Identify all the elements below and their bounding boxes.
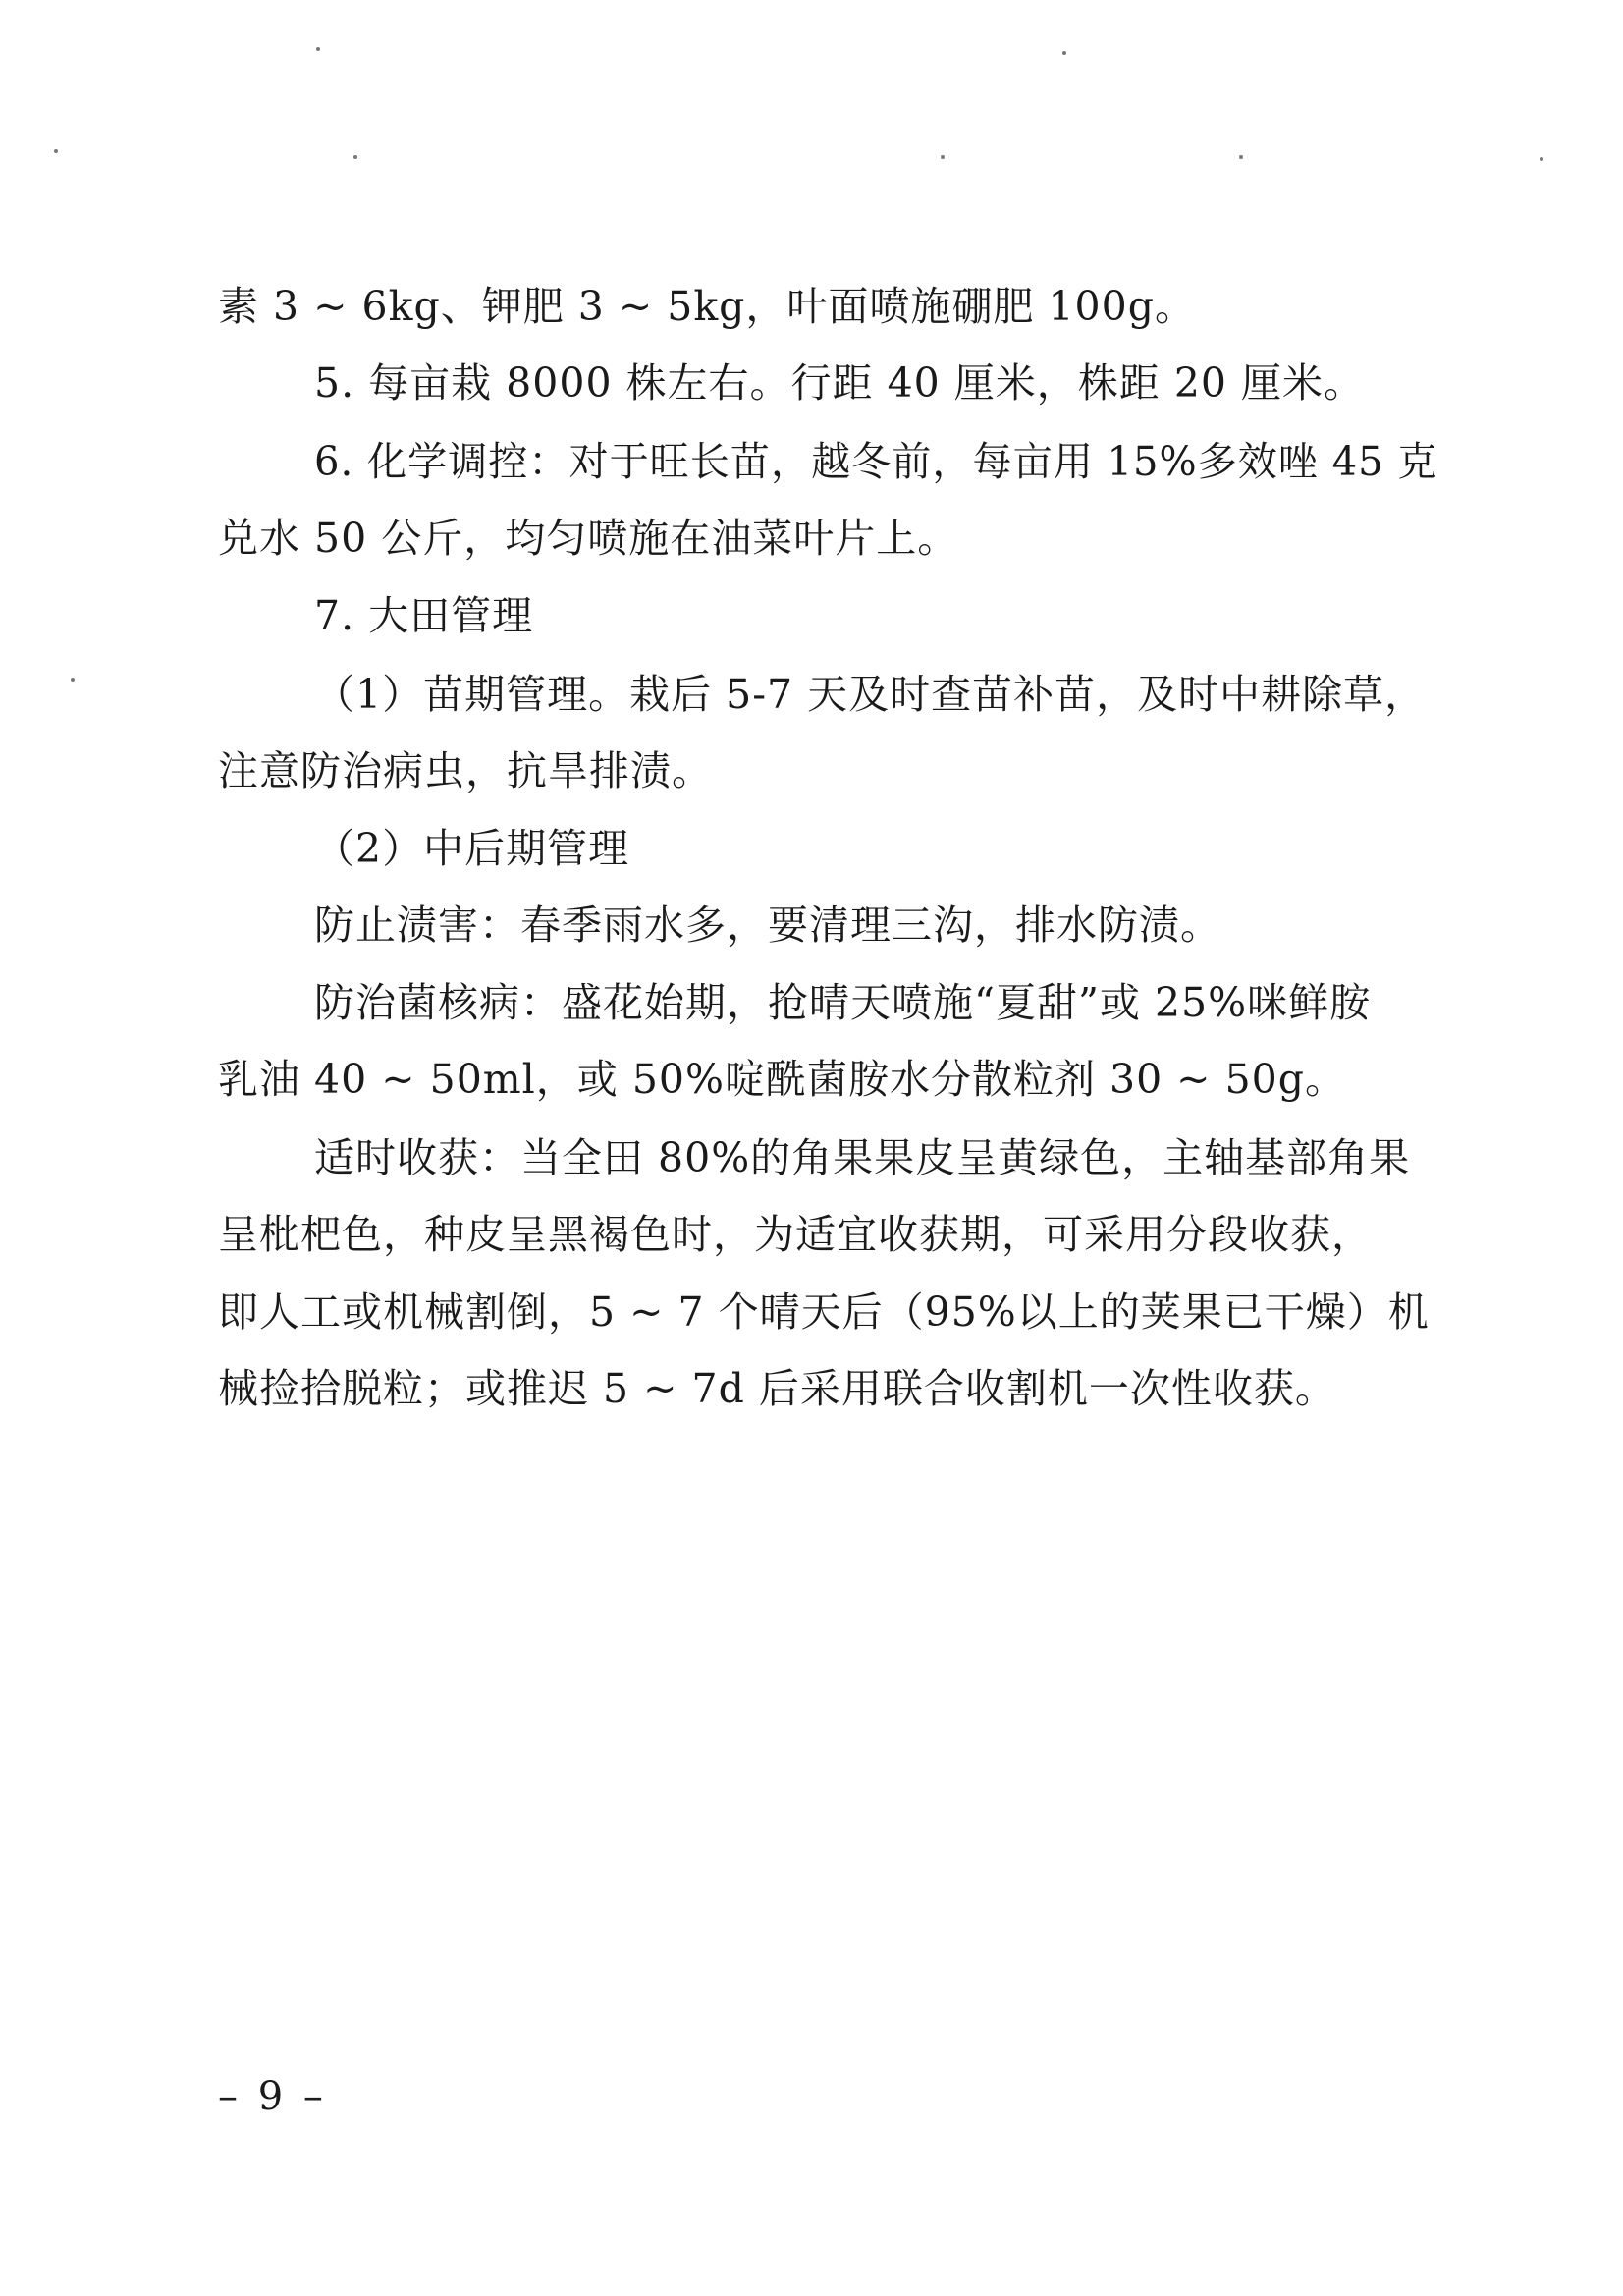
text-line-7: 注意防治病虫，抗旱排渍。: [218, 747, 713, 794]
text-line-9: 防止渍害：春季雨水多，要清理三沟，排水防渍。: [314, 902, 1221, 949]
text-line-2: 5. 每亩栽 8000 株左右。行距 40 厘米，株距 20 厘米。: [314, 359, 1366, 407]
scan-speck: [1540, 157, 1543, 161]
page-number: – 9 –: [218, 2074, 327, 2119]
text-line-14: 即人工或机械割倒，5 ~ 7 个晴天后（95%以上的荚果已干燥）机: [218, 1288, 1430, 1336]
text-line-10: 防治菌核病：盛花始期，抢晴天喷施“夏甜”或 25%咪鲜胺: [314, 979, 1372, 1026]
scan-speck: [54, 149, 58, 153]
scan-speck: [941, 155, 945, 159]
text-line-8: （2）中后期管理: [314, 825, 630, 872]
scan-speck: [1062, 51, 1066, 55]
scan-speck: [1239, 155, 1243, 159]
text-line-11: 乳油 40 ~ 50ml，或 50%啶酰菌胺水分散粒剂 30 ~ 50g。: [218, 1056, 1346, 1103]
text-line-3: 6. 化学调控：对于旺长苗，越冬前，每亩用 15%多效唑 45 克: [314, 438, 1438, 485]
text-line-1: 素 3 ~ 6kg、钾肥 3 ~ 5kg，叶面喷施硼肥 100g。: [218, 283, 1196, 330]
text-line-13: 呈枇杷色，种皮呈黑褐色时，为适宜收获期，可采用分段收获，: [218, 1211, 1373, 1258]
scan-speck: [316, 47, 320, 51]
text-line-4: 兑水 50 公斤，均匀喷施在油菜叶片上。: [218, 515, 959, 562]
text-line-15: 械捡拾脱粒；或推迟 5 ~ 7d 后采用联合收割机一次性收获。: [218, 1365, 1336, 1412]
scan-speck: [71, 678, 75, 682]
text-line-5: 7. 大田管理: [314, 592, 534, 639]
text-line-12: 适时收获：当全田 80%的角果果皮呈黄绿色，主轴基部角果: [314, 1134, 1411, 1181]
scan-speck: [353, 155, 357, 159]
text-line-6: （1）苗期管理。栽后 5-7 天及时查苗补苗，及时中耕除草，: [314, 671, 1427, 718]
